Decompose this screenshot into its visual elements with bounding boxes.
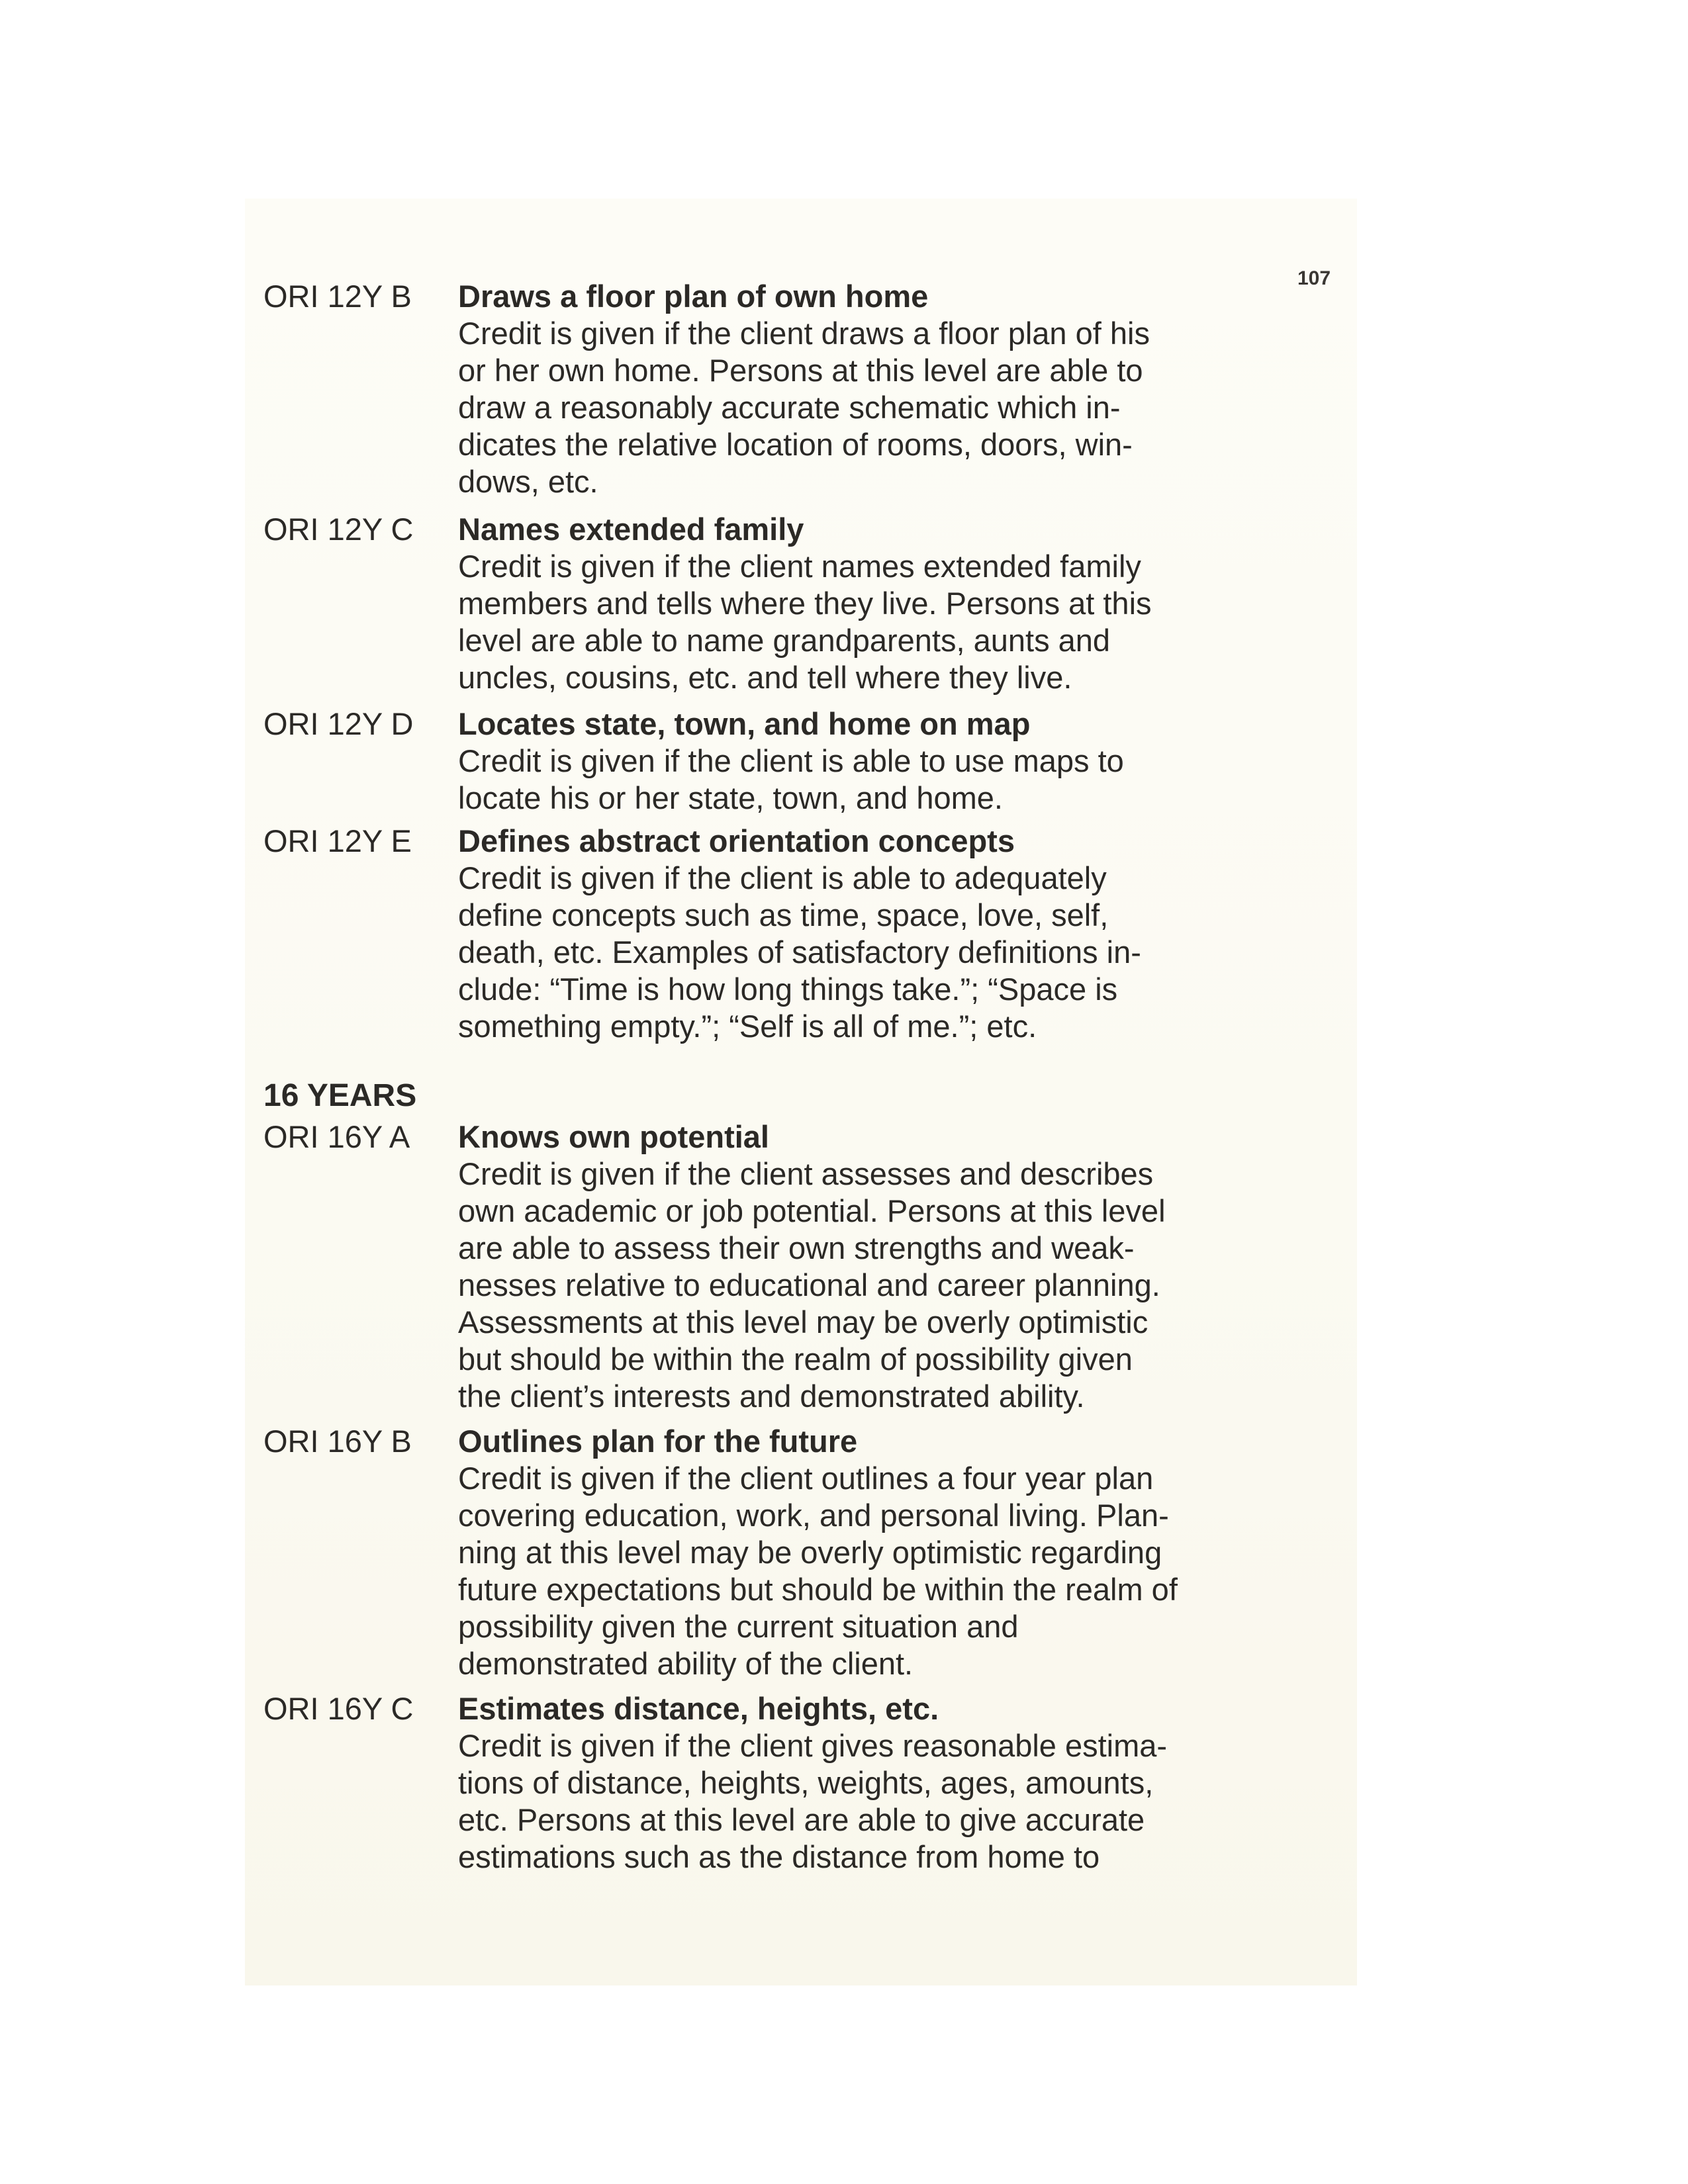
item-description-line: ning at this level may be overly optimistic regarding bbox=[458, 1535, 1162, 1570]
item-description-line: own academic or job potential. Persons at this level bbox=[458, 1193, 1166, 1228]
item-description-line: Credit is given if the client draws a floor plan of his bbox=[458, 316, 1150, 351]
item-description-line: tions of distance, heights, weights, ages, amounts, bbox=[458, 1765, 1154, 1800]
item-body bbox=[458, 511, 1279, 696]
item-description-line: future expectations but should be within the realm of bbox=[458, 1572, 1178, 1607]
item-description-line: clude: “Time is how long things take.”; “Space is bbox=[458, 972, 1118, 1007]
item-description-line: possibility given the current situation and bbox=[458, 1609, 1019, 1644]
item-heading: Locates state, town, and home on map bbox=[458, 706, 1031, 741]
item-description-line: level are able to name grandparents, aunts and bbox=[458, 623, 1111, 658]
item-description-line: Credit is given if the client outlines a four year plan bbox=[458, 1461, 1154, 1496]
item-description-line: something empty.”; “Self is all of me.”; etc. bbox=[458, 1009, 1037, 1044]
item-body bbox=[458, 705, 1279, 817]
item-body bbox=[458, 1423, 1279, 1682]
item-description-line: but should be within the realm of possibility given bbox=[458, 1342, 1133, 1377]
item-description-line: Credit is given if the client is able to use maps to bbox=[458, 743, 1124, 778]
item-description-line: estimations such as the distance from home to bbox=[458, 1839, 1100, 1874]
item-body bbox=[458, 1690, 1279, 1876]
item-body bbox=[458, 1118, 1279, 1415]
item-code: ORI 12Y D bbox=[263, 706, 414, 741]
item-code: ORI 16Y C bbox=[263, 1691, 414, 1726]
item-description-line: death, etc. Examples of satisfactory definitions in- bbox=[458, 934, 1141, 970]
item-description-line: the client’s interests and demonstrated ability. bbox=[458, 1379, 1085, 1414]
item-description-line: etc. Persons at this level are able to give accurate bbox=[458, 1802, 1145, 1837]
item-heading: Draws a floor plan of own home bbox=[458, 279, 929, 314]
item-description-line: Assessments at this level may be overly optimistic bbox=[458, 1304, 1149, 1340]
item-code: ORI 16Y B bbox=[263, 1424, 412, 1459]
item-description-line: dicates the relative location of rooms, doors, win- bbox=[458, 427, 1133, 462]
item-description-line: demonstrated ability of the client. bbox=[458, 1646, 914, 1681]
item-description-line: members and tells where they live. Persons at this bbox=[458, 586, 1152, 621]
item-description-line: or her own home. Persons at this level are able to bbox=[458, 353, 1143, 388]
item-code: ORI 16Y A bbox=[263, 1119, 410, 1154]
page-number: 107 bbox=[1297, 267, 1331, 289]
item-description-line: Credit is given if the client names extended family bbox=[458, 549, 1141, 584]
item-description-line: define concepts such as time, space, love, self, bbox=[458, 897, 1109, 933]
item-description-line: draw a reasonably accurate schematic which in- bbox=[458, 390, 1121, 425]
item-description-line: Credit is given if the client gives reasonable estima- bbox=[458, 1728, 1168, 1763]
item-heading: Estimates distance, heights, etc. bbox=[458, 1691, 939, 1726]
item-description-line: Credit is given if the client is able to adequately bbox=[458, 860, 1107, 895]
item-description-line: locate his or her state, town, and home. bbox=[458, 780, 1003, 815]
item-code: ORI 12Y E bbox=[263, 823, 412, 858]
item-description-line: covering education, work, and personal living. Plan- bbox=[458, 1498, 1169, 1533]
item-heading: Knows own potential bbox=[458, 1119, 769, 1154]
item-description-line: are able to assess their own strengths and weak- bbox=[458, 1230, 1135, 1265]
item-code: ORI 12Y B bbox=[263, 279, 412, 314]
item-description-line: uncles, cousins, etc. and tell where they live. bbox=[458, 660, 1072, 695]
item-code: ORI 12Y C bbox=[263, 512, 414, 547]
item-heading: Names extended family bbox=[458, 512, 804, 547]
item-body bbox=[458, 823, 1279, 1045]
section-title: 16 YEARS bbox=[263, 1078, 417, 1113]
item-heading: Defines abstract orientation concepts bbox=[458, 823, 1015, 858]
item-body bbox=[458, 278, 1279, 500]
item-description-line: nesses relative to educational and career planning. bbox=[458, 1267, 1160, 1302]
item-description-line: Credit is given if the client assesses and describes bbox=[458, 1156, 1154, 1191]
item-heading: Outlines plan for the future bbox=[458, 1424, 858, 1459]
item-description-line: dows, etc. bbox=[458, 464, 598, 499]
